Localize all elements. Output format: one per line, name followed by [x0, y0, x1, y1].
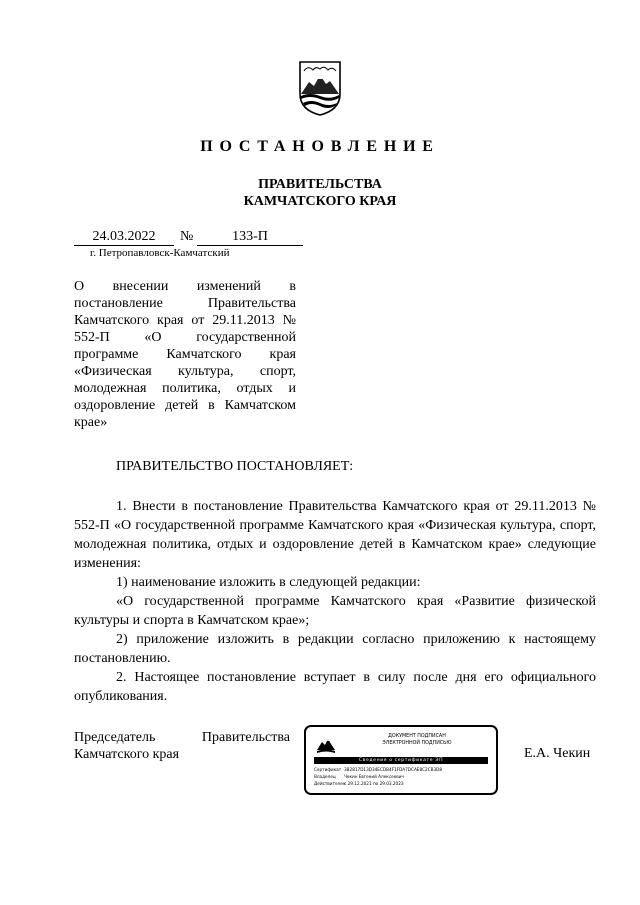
stamp-title — [362, 733, 472, 747]
document-type-heading: ПОСТАНОВЛЕНИЕ — [200, 138, 440, 155]
stamp-certificate-bar: Сведения о сертификате ЭП — [314, 757, 488, 764]
stamp-value: 3B2817D13D34ECDB4F1FDA7DCAE8C2CB3D8 — [344, 767, 443, 772]
authority-line-2: КАМЧАТСКОГО КРАЯ — [243, 194, 397, 209]
issuing-authority — [0, 176, 640, 210]
body-paragraph: 2. Настоящее постановление вступает в силу после дня его официального опубликования. — [74, 670, 596, 704]
signatory-title-word: Правительства — [201, 730, 290, 745]
stamp-row-certificate — [314, 767, 442, 772]
stamp-emblem-icon — [316, 734, 336, 754]
body-paragraph: «О государственной программе Камчатского края «Развитие физической культуры и спорта в Камчатском крае»; — [74, 594, 596, 628]
stamp-label: Владелец — [314, 774, 336, 779]
body-paragraph: 1) наименование изложить в следующей редакции: — [116, 575, 421, 590]
signatory-title — [74, 729, 290, 763]
stamp-row-validity — [314, 781, 404, 786]
signatory-title-line-2: Камчатского края — [74, 747, 180, 762]
document-subject: О внесении изменений в постановление Правительства Камчатского края от 29.11.2013 № 552-П «О государственной программе Камчатского края «Физическая культура, спорт, молодежная политика, отдых и оздоровление детей в Камчатском крае» — [74, 279, 296, 430]
signatory-title-word: Председатель — [74, 730, 156, 745]
stamp-value: с 29.12.2021 по 29.03.2023 — [344, 781, 404, 786]
body-paragraph: 1. Внести в постановление Правительства Камчатского края от 29.11.2013 № 552-П «О государственной программе Камчатского края «Физическая культура, спорт, молодежная политика, отдых и оздоровление детей в Камчатском крае» следующие изменения: — [74, 499, 596, 571]
place-of-issue: г. Петропавловск-Камчатский — [90, 247, 230, 259]
signatory-name: Е.А. Чекин — [524, 746, 591, 761]
body-paragraph: 2) приложение изложить в редакции согласно приложению к настоящему постановлению. — [74, 632, 596, 666]
document-body — [74, 497, 596, 706]
document-date: 24.03.2022 — [74, 229, 174, 246]
number-sign: № — [180, 229, 194, 244]
resolving-preamble: ПРАВИТЕЛЬСТВО ПОСТАНОВЛЯЕТ: — [116, 459, 354, 474]
stamp-label: Действителен — [314, 781, 346, 786]
authority-line-1: ПРАВИТЕЛЬСТВА — [258, 177, 382, 192]
stamp-title-line-1: ДОКУМЕНТ ПОДПИСАН — [388, 734, 446, 739]
electronic-signature-stamp — [304, 725, 498, 795]
stamp-title-line-2: ЭЛЕКТРОННОЙ ПОДПИСЬЮ — [382, 741, 452, 746]
stamp-value: Чекин Евгений Алексеевич — [344, 774, 404, 779]
stamp-label: Сертификат — [314, 767, 342, 772]
document-number: 133-П — [197, 229, 303, 246]
stamp-row-owner — [314, 774, 404, 779]
kamchatka-coat-of-arms-emblem — [298, 60, 342, 116]
signatory-title-line-1 — [74, 729, 290, 746]
